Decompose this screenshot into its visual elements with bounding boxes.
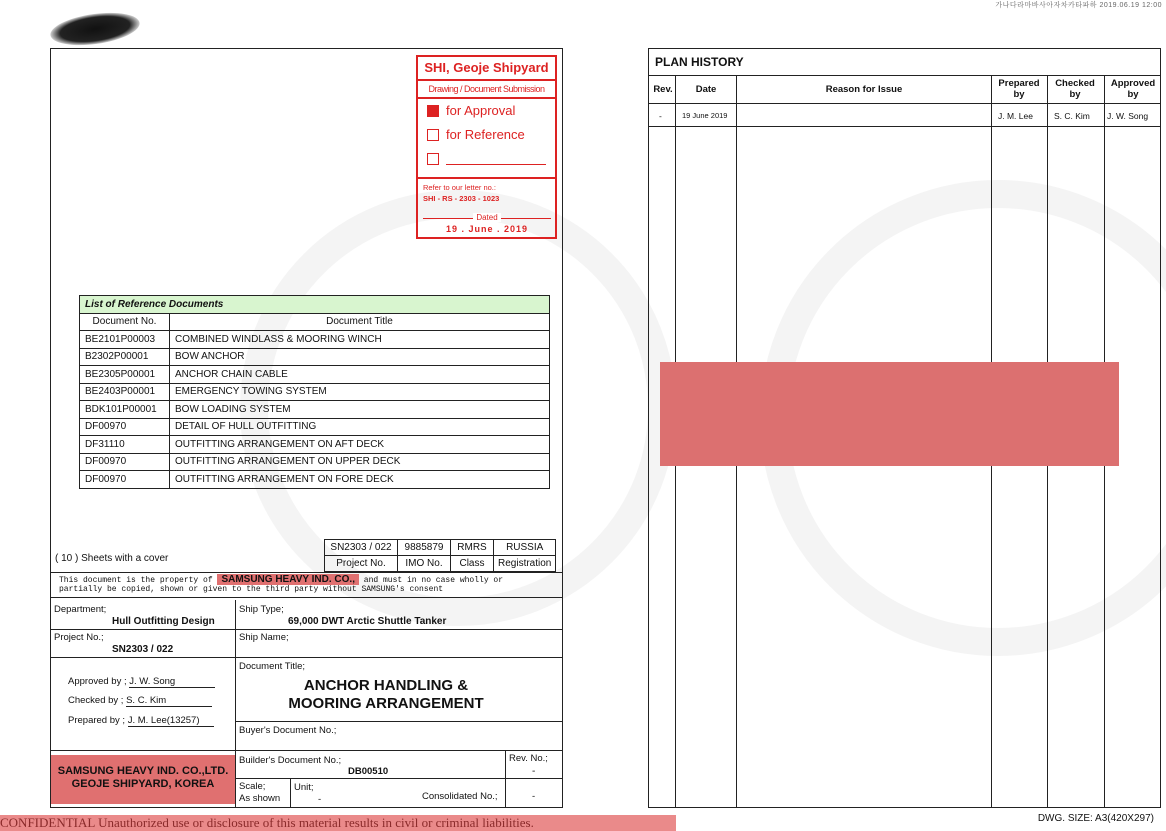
history-checked: S. C. Kim bbox=[1054, 111, 1090, 121]
department-label: Department; bbox=[54, 604, 107, 615]
table-row bbox=[80, 348, 550, 366]
scale-label: Scale; bbox=[239, 781, 266, 792]
doc-title: OUTFITTING ARRANGEMENT ON AFT DECK bbox=[170, 436, 550, 454]
column-header: Document No. bbox=[80, 313, 170, 331]
column-header-prepared: Prepared by bbox=[998, 78, 1040, 100]
doc-title: EMERGENCY TOWING SYSTEM bbox=[170, 383, 550, 401]
history-date: 19 June 2019 bbox=[682, 111, 728, 120]
prepared-by: Prepared by ; J. M. Lee(13257) bbox=[68, 715, 214, 727]
table-row bbox=[80, 331, 550, 349]
rev-no-label: Rev. No.; bbox=[509, 753, 548, 764]
property-notice bbox=[51, 572, 562, 598]
stamp-refer-no: SHI - RS - 2303 - 1023 bbox=[423, 194, 500, 203]
doc-title: COMBINED WINDLASS & MOORING WINCH bbox=[170, 331, 550, 349]
stamp-option-label: for Approval bbox=[446, 103, 516, 118]
grid-line bbox=[505, 750, 506, 808]
grid-line bbox=[648, 103, 1160, 104]
imo-no-label: IMO No. bbox=[398, 556, 451, 572]
document-title-label: Document Title; bbox=[239, 661, 305, 672]
grid-line bbox=[290, 778, 291, 808]
registration-label: Registration bbox=[494, 556, 556, 572]
stamp-subtitle: Drawing / Document Submission bbox=[418, 81, 555, 99]
table-row bbox=[80, 436, 550, 454]
logo-smudge bbox=[48, 8, 141, 50]
imo-no-value: 9885879 bbox=[398, 540, 451, 556]
sheets-count: ( 10 ) Sheets with a cover bbox=[55, 553, 169, 564]
grid-line bbox=[236, 778, 562, 779]
class-label: Class bbox=[451, 556, 494, 572]
project-no-value-tb: SN2303 / 022 bbox=[112, 644, 174, 655]
table-row bbox=[80, 453, 550, 471]
column-header-reason: Reason for Issue bbox=[825, 84, 903, 95]
checkbox-empty-icon bbox=[427, 153, 439, 165]
builders-doc-value: DB00510 bbox=[348, 766, 389, 777]
checked-by: Checked by ; S. C. Kim bbox=[68, 695, 212, 707]
column-header-approved: Approved by bbox=[1110, 78, 1156, 100]
checkbox-empty-icon bbox=[427, 129, 439, 141]
doc-no: DF31110 bbox=[80, 436, 170, 454]
grid-line bbox=[51, 657, 562, 658]
submission-stamp bbox=[416, 55, 557, 239]
grid-line bbox=[648, 126, 1160, 127]
class-value: RMRS bbox=[451, 540, 494, 556]
notice-post: and must in no case wholly or bbox=[363, 576, 504, 585]
column-header: Document Title bbox=[170, 313, 550, 331]
grid-line bbox=[648, 75, 1160, 76]
consolidated-value: - bbox=[532, 791, 536, 802]
table-row bbox=[80, 401, 550, 419]
grid-line bbox=[51, 750, 562, 751]
unit-value: - bbox=[318, 794, 322, 805]
table-caption: List of Reference Documents bbox=[80, 296, 550, 314]
stamp-option-label: for Reference bbox=[446, 127, 525, 142]
notice-line2: partially be copied, shown or given to the third party without SAMSUNG's consent bbox=[59, 585, 444, 594]
column-header-checked: Checked by bbox=[1055, 78, 1095, 100]
stamp-title: SHI, Geoje Shipyard bbox=[418, 57, 555, 81]
history-rev: - bbox=[659, 111, 662, 121]
ship-type-value: 69,000 DWT Arctic Shuttle Tanker bbox=[288, 616, 447, 627]
stamp-option-approval[interactable] bbox=[427, 103, 515, 118]
table-row bbox=[80, 366, 550, 384]
grid-line bbox=[51, 629, 562, 630]
stamp-dated-value: 19 . June . 2019 bbox=[445, 224, 529, 234]
stamp-option-other[interactable] bbox=[427, 152, 546, 165]
department-value: Hull Outfitting Design bbox=[112, 616, 215, 627]
doc-no: B2302P00001 bbox=[80, 348, 170, 366]
drawing-size: DWG. SIZE: A3(420X297) bbox=[1037, 813, 1154, 824]
rev-no-value: - bbox=[532, 766, 536, 777]
approved-by: Approved by ; J. W. Song bbox=[68, 676, 215, 688]
scale-value: As shown bbox=[239, 793, 281, 804]
consolidated-label: Consolidated No.; bbox=[422, 791, 498, 802]
document-title bbox=[236, 677, 536, 713]
top-note: 가나다라마바사아자차카타파하 2019.06.19 12:00 bbox=[995, 2, 1162, 9]
history-approved: J. W. Song bbox=[1107, 111, 1149, 121]
project-no-label: Project No. bbox=[325, 556, 398, 572]
buyers-doc-label: Buyer's Document No.; bbox=[239, 725, 337, 736]
doc-no: BE2305P00001 bbox=[80, 366, 170, 384]
confidential-banner: CONFIDENTIAL Unauthorized use or disclosure of this material results in civil or criminal liabilities. bbox=[0, 815, 676, 831]
registration-value: RUSSIA bbox=[494, 540, 556, 556]
project-no-label-tb: Project No.; bbox=[54, 632, 104, 643]
unit-label: Unit; bbox=[294, 782, 314, 793]
column-header-date: Date bbox=[695, 84, 717, 95]
stamp-refer-label: Refer to our letter no.: bbox=[423, 183, 496, 192]
doc-title: OUTFITTING ARRANGEMENT ON UPPER DECK bbox=[170, 453, 550, 471]
ship-type-label: Ship Type; bbox=[239, 604, 284, 615]
redaction-block bbox=[660, 362, 1119, 466]
doc-no: BE2403P00001 bbox=[80, 383, 170, 401]
doc-no: DF00970 bbox=[80, 471, 170, 489]
builders-doc-label: Builder's Document No.; bbox=[239, 755, 342, 766]
doc-title: OUTFITTING ARRANGEMENT ON FORE DECK bbox=[170, 471, 550, 489]
document-title-line1: ANCHOR HANDLING & bbox=[303, 677, 469, 694]
stamp-option-reference[interactable] bbox=[427, 127, 525, 142]
plan-history-title: PLAN HISTORY bbox=[655, 55, 744, 69]
company-line2: GEOJE SHIPYARD, KOREA bbox=[71, 778, 215, 790]
table-row bbox=[80, 471, 550, 489]
doc-no: DF00970 bbox=[80, 453, 170, 471]
company-name-block bbox=[51, 755, 235, 804]
company-highlight: SAMSUNG HEAVY IND. CO., bbox=[217, 574, 359, 585]
column-header-rev: Rev. bbox=[653, 84, 673, 95]
stamp-dated-label: Dated bbox=[423, 213, 551, 222]
doc-title: ANCHOR CHAIN CABLE bbox=[170, 366, 550, 384]
notice-pre: This document is the property of bbox=[59, 576, 213, 585]
checkbox-checked-icon bbox=[427, 105, 439, 117]
project-info-box bbox=[324, 539, 556, 572]
project-no-value: SN2303 / 022 bbox=[325, 540, 398, 556]
ship-name-label: Ship Name; bbox=[239, 632, 289, 643]
doc-no: DF00970 bbox=[80, 418, 170, 436]
document-title-line2: MOORING ARRANGEMENT bbox=[288, 695, 484, 712]
doc-title: DETAIL OF HULL OUTFITTING bbox=[170, 418, 550, 436]
history-prepared: J. M. Lee bbox=[998, 111, 1033, 121]
doc-title: BOW ANCHOR bbox=[170, 348, 550, 366]
table-row bbox=[80, 383, 550, 401]
reference-documents-table bbox=[79, 295, 550, 489]
grid-line bbox=[236, 721, 562, 722]
stamp-divider bbox=[418, 177, 555, 179]
doc-title: BOW LOADING SYSTEM bbox=[170, 401, 550, 419]
doc-no: BDK101P00001 bbox=[80, 401, 170, 419]
company-line1: SAMSUNG HEAVY IND. CO.,LTD. bbox=[57, 765, 229, 777]
doc-no: BE2101P00003 bbox=[80, 331, 170, 349]
table-row bbox=[80, 418, 550, 436]
stamp-blank-line bbox=[446, 152, 546, 165]
